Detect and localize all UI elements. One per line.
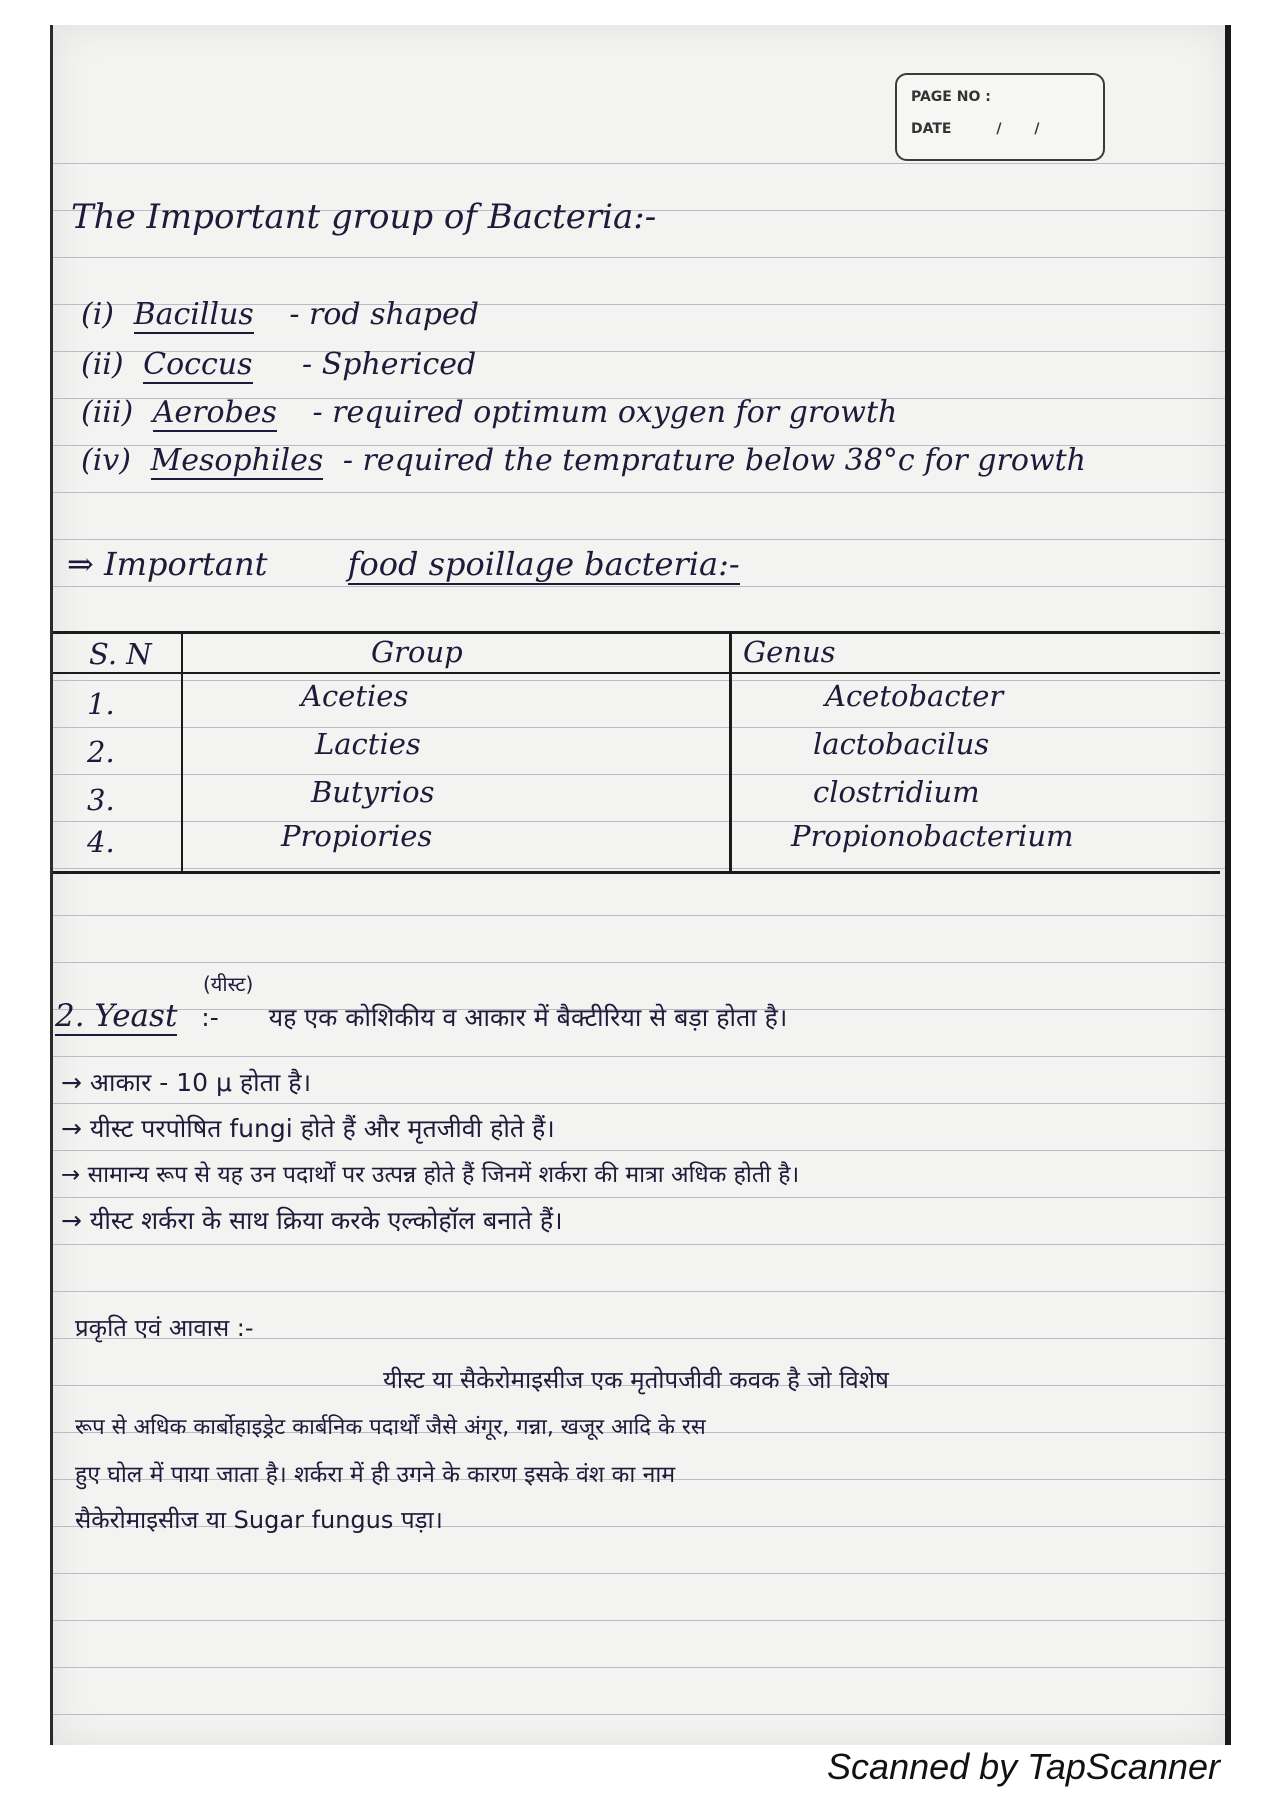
list-desc: - required the temprature below 38°c for growth [342,443,1086,478]
table-cell-genus: Acetobacter [825,679,1004,713]
table-cell-sn: 3. [87,783,115,817]
habitat-line: रूप से अधिक कार्बोहाइड्रेट कार्बनिक पदार्थों जैसे अंगूर, गन्ना, खजूर आदि के रस [75,1415,706,1440]
ruled-line [53,1197,1225,1198]
yeast-point: → यीस्ट परपोषित fungi होते हैं और मृतजीवी होते हैं। [61,1114,555,1143]
table-cell-group: Butyrios [311,775,435,809]
ruled-line [53,1150,1225,1151]
table-cell-sn: 1. [87,687,115,721]
table-bottom-border [53,871,1220,874]
table-cell-sn: 4. [87,825,115,859]
list-term: Mesophiles [150,443,324,478]
table-header-sn: S. N [89,637,152,671]
list-item-4 [81,443,1086,478]
ruled-line [53,539,1225,540]
yeast-point: → सामान्य रूप से यह उन पदार्थों पर उत्पन्न होते हैं जिनमें शर्करा की मात्रा अधिक होती है। [61,1162,800,1188]
ruled-line [53,1291,1225,1292]
yeast-heading: 2. Yeast :- यह एक कोशिकीय व आकार में बैक्टीरिया से बड़ा होता है। [55,998,788,1034]
yeast-hindi-label: (यीस्ट) [203,972,254,996]
list-desc: - rod shaped [289,297,479,332]
table-header-genus: Genus [743,635,836,669]
ruled-line [53,1244,1225,1245]
table-cell-group: Lacties [315,727,421,761]
page-heading: The Important group of Bacteria:- [71,197,657,237]
ruled-line [53,257,1225,258]
yeast-intro: यह एक कोशिकीय व आकार में बैक्टीरिया से बड़ा होता है। [268,1003,788,1032]
list-term: Bacillus [133,297,254,332]
habitat-heading: प्रकृति एवं आवास :- [75,1314,254,1342]
list-num: (ii) [81,347,124,382]
list-term: Coccus [143,347,253,382]
table-col-divider-1 [181,631,183,873]
spoilage-title: food spoillage bacteria:- [347,545,740,583]
table-cell-genus: lactobacilus [813,727,990,761]
ruled-line [53,492,1225,493]
yeast-point: → यीस्ट शर्करा के साथ क्रिया करके एल्कोहॉल बनाते हैं। [61,1206,563,1235]
ruled-line [53,1620,1225,1621]
table-cell-genus: Propionobacterium [791,819,1074,853]
ruled-line [53,1714,1225,1715]
table-top-border [53,631,1220,634]
ruled-line [53,1103,1225,1104]
habitat-line: यीस्ट या सैकेरोमाइसीज एक मृतोपजीवी कवक है जो विशेष [383,1366,889,1394]
list-desc: - required optimum oxygen for growth [312,395,898,430]
list-num: (iv) [81,443,131,478]
habitat-line: सैकेरोमाइसीज या Sugar fungus पड़ा। [75,1506,443,1534]
scanner-watermark: Scanned by TapScanner [827,1746,1220,1787]
table-col-divider-2 [729,631,732,873]
list-item-3 [81,395,897,430]
list-num: (iii) [81,395,134,430]
date-label: DATE [911,121,952,137]
table-cell-group: Aceties [301,679,409,713]
list-desc: - Sphericed [302,347,477,382]
date-row [911,121,1053,137]
yeast-label: 2. Yeast [55,998,178,1034]
table-cell-group: Propiories [281,819,433,853]
ruled-line [53,163,1225,164]
notebook-page [50,25,1231,1745]
yeast-point: → आकार - 10 μ होता है। [61,1068,312,1097]
list-num: (i) [81,297,115,332]
table-header-border [53,672,1220,674]
table-cell-sn: 2. [87,735,115,769]
ruled-line [53,915,1225,916]
page-date-box [895,73,1105,161]
ruled-line [53,962,1225,963]
table-header-group: Group [371,635,463,669]
table-cell-genus: clostridium [813,775,980,809]
habitat-line: हुए घोल में पाया जाता है। शर्करा में ही उगने के कारण इसके वंश का नाम [75,1462,676,1488]
spoilage-heading [67,545,740,583]
page-no-label: PAGE NO : [911,89,991,105]
ruled-line [53,1667,1225,1668]
ruled-line [53,586,1225,587]
list-term: Aerobes [152,395,277,430]
ruled-line [53,1573,1225,1574]
date-value: / / [996,121,1054,137]
ruled-line [53,1056,1225,1057]
list-item-2 [81,347,476,382]
spoilage-arrow-label: ⇒ Important [67,545,268,583]
spoilage-table [53,609,1220,877]
list-item-1 [81,297,479,332]
